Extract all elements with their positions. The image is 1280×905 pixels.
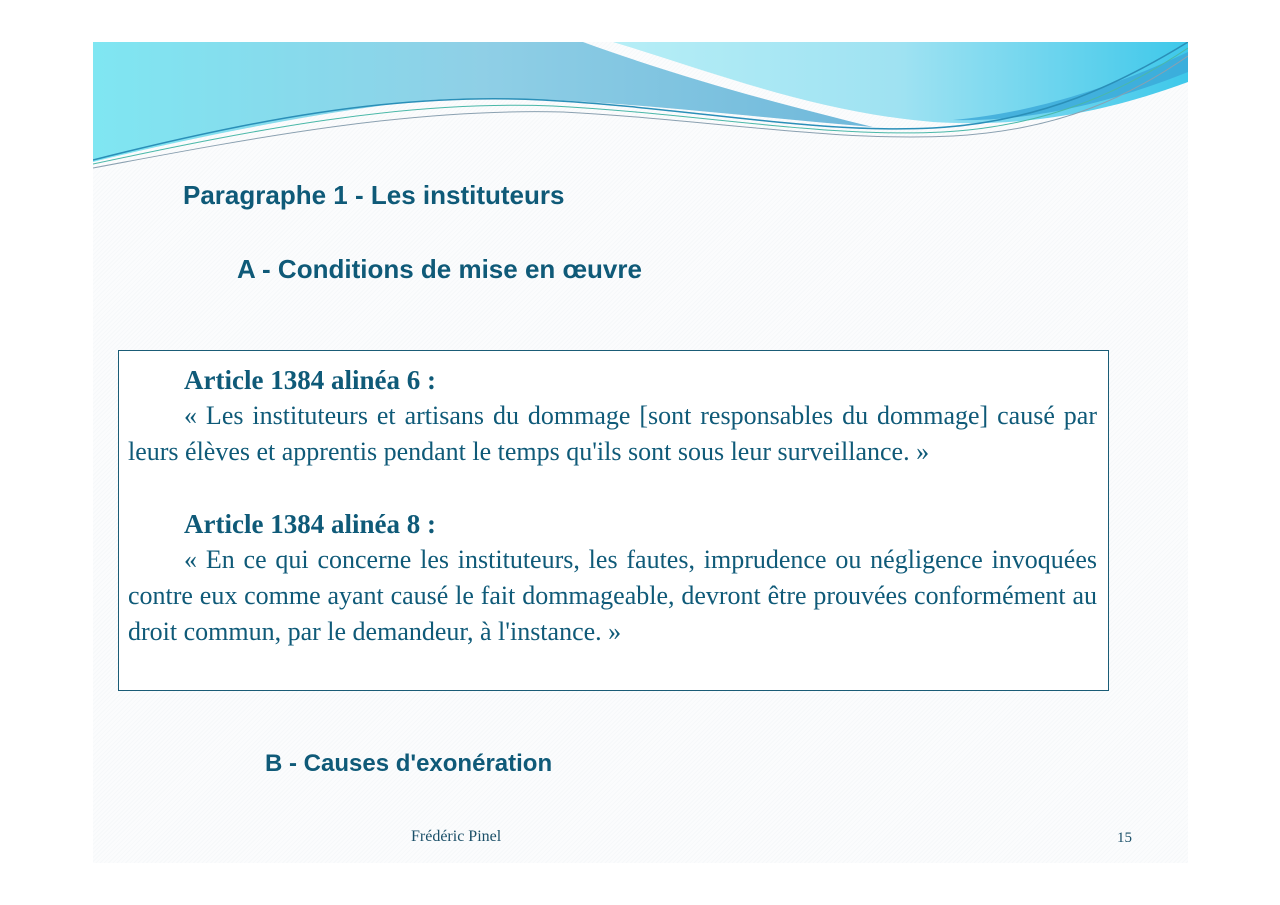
section-b-heading: B - Causes d'exonération xyxy=(265,750,553,777)
article-6-title: Article 1384 alinéa 6 : xyxy=(184,365,436,395)
slide xyxy=(93,42,1188,863)
spacer xyxy=(128,470,1097,506)
footer-author: Frédéric Pinel xyxy=(411,828,502,845)
article-8-title: Article 1384 alinéa 8 : xyxy=(184,509,436,539)
page-number: 15 xyxy=(1117,830,1132,846)
articles-box xyxy=(118,350,1109,691)
header-wave-decoration xyxy=(93,42,1188,172)
article-8-text: « En ce qui concerne les instituteurs, les fautes, imprudence ou négligence invoquées contre eux comme ayant causé le fait dommageable, devront être prouvées conformément au droit commun, par le demandeur, à l'instance. » xyxy=(128,545,1097,646)
paragraph-heading: Paragraphe 1 - Les instituteurs xyxy=(183,180,565,210)
article-6-text: « Les instituteurs et artisans du dommage [sont responsables du dommage] causé par leurs élèves et apprentis pendant le temps qu'ils sont sous leur surveillance. » xyxy=(128,401,1097,466)
section-a-heading: A - Conditions de mise en œuvre xyxy=(237,254,642,284)
